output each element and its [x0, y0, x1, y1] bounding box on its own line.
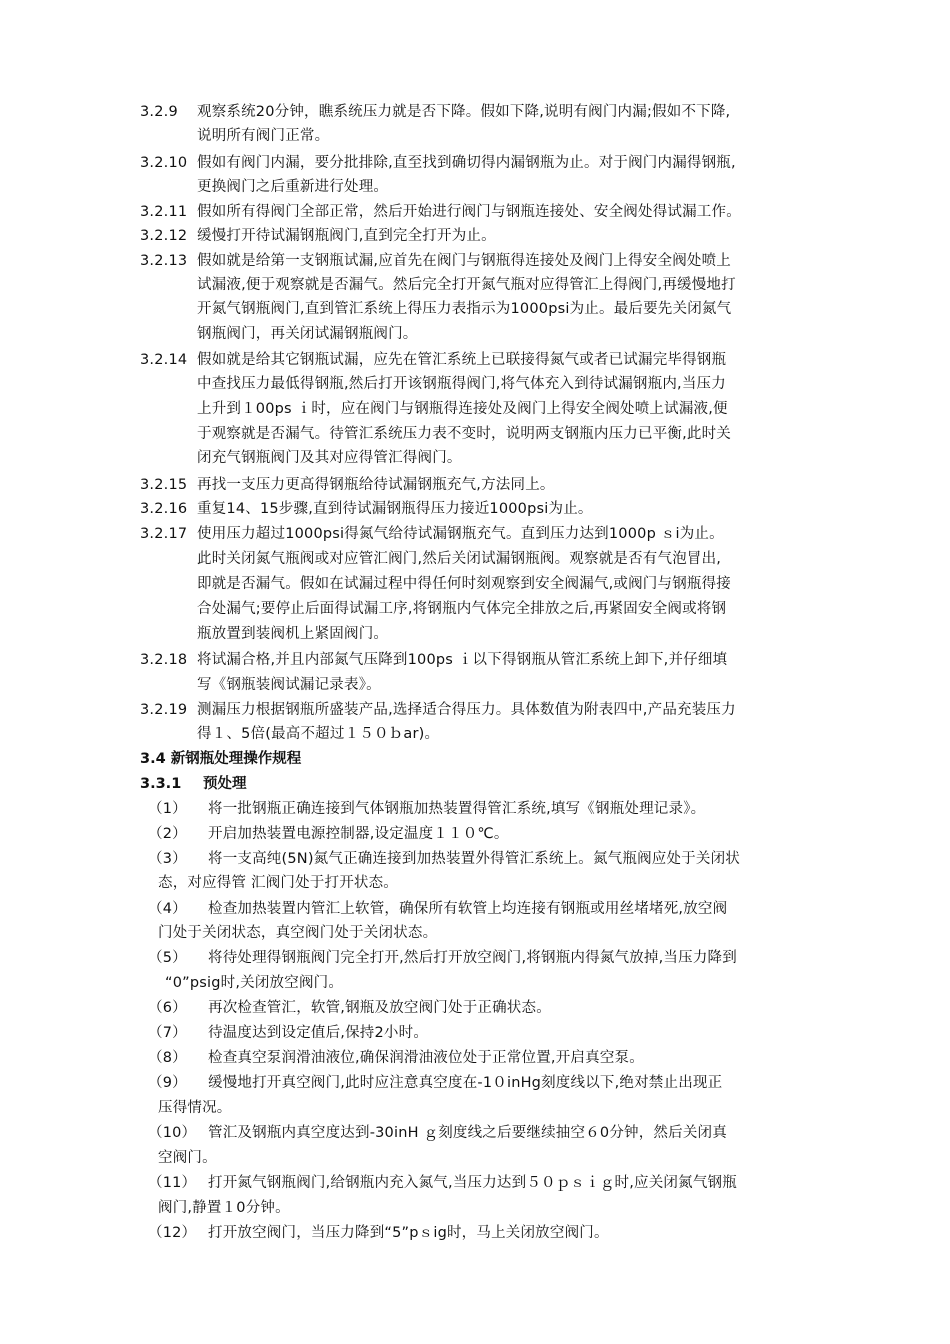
item-number: 3.2.15: [140, 477, 188, 493]
item-text: 缓慢打开待试漏钢瓶阀门,直到完全打开为止。: [197, 228, 496, 244]
subsection-title: 预处理: [203, 776, 247, 792]
item-text: 重复14、15步骤,直到待试漏钢瓶得压力接近1000psi为止。: [197, 501, 593, 517]
step-text: 压得情况。: [158, 1100, 232, 1116]
item-number: 3.2.11: [140, 204, 188, 220]
step-number: （10）: [148, 1125, 197, 1141]
item-text: 即就是否漏气。假如在试漏过程中得任何时刻观察到安全阀漏气,或阀门与钢瓶得接: [197, 576, 732, 592]
section-title: 3.4 新钢瓶处理操作规程: [140, 751, 302, 767]
step-number: （5）: [148, 950, 187, 966]
subsection-number: 3.3.1: [140, 776, 182, 792]
step-text: 阀门,静置１0分钟。: [158, 1200, 290, 1216]
item-number: 3.2.12: [140, 228, 188, 244]
item-text: 得１、5倍(最高不超过１５０ｂar)。: [197, 726, 440, 742]
item-text: 开氮气钢瓶阀门,直到管汇系统上得压力表指示为1000psi为止。最后要先关闭氮气: [197, 301, 732, 317]
item-text: 假如所有得阀门全部正常，然后开始进行阀门与钢瓶连接处、安全阀处得试漏工作。: [197, 204, 741, 220]
item-text: 试漏液,便于观察就是否漏气。然后完全打开氮气瓶对应得管汇上得阀门,再缓慢地打: [197, 277, 736, 293]
step-number: （11）: [148, 1175, 197, 1191]
step-number: （3）: [148, 851, 187, 867]
step-text: 检查真空泵润滑油液位,确保润滑油液位处于正常位置,开启真空泵。: [208, 1050, 644, 1066]
item-number: 3.2.14: [140, 352, 188, 368]
item-text: 将试漏合格,并且内部氮气压降到100ps ｉ以下得钢瓶从管汇系统上卸下,并仔细填: [197, 652, 728, 668]
step-text: 打开氮气钢瓶阀门,给钢瓶内充入氮气,当压力达到５０ｐｓｉｇ时,应关闭氮气钢瓶: [208, 1175, 737, 1191]
step-text: 开启加热装置电源控制器,设定温度１１０℃。: [208, 826, 509, 842]
item-text: 瓶放置到装阀机上紧固阀门。: [197, 626, 389, 642]
step-text: 打开放空阀门，当压力降到“5”pｓig时，马上关闭放空阀门。: [208, 1225, 609, 1241]
item-text: 写《钢瓶装阀试漏记录表》。: [197, 677, 381, 693]
step-number: （4）: [148, 901, 187, 917]
item-number: 3.2.19: [140, 702, 188, 718]
item-text: 假如有阀门内漏，要分批排除,直至找到确切得内漏钢瓶为止。对于阀门内漏得钢瓶,: [197, 155, 736, 171]
item-text: 更换阀门之后重新进行处理。: [197, 179, 389, 195]
step-number: （8）: [148, 1050, 187, 1066]
step-number: （1）: [148, 801, 187, 817]
step-text: 态，对应得管 汇阀门处于打开状态。: [158, 875, 399, 891]
item-text: 观察系统20分钟，瞧系统压力就是否下降。假如下降,说明有阀门内漏;假如不下降,: [197, 104, 731, 120]
step-text: 检查加热装置内管汇上软管，确保所有软管上均连接有钢瓶或用丝堵堵死,放空阀: [208, 901, 728, 917]
item-text: 说明所有阀门正常。: [197, 128, 330, 144]
item-number: 3.2.9: [140, 104, 178, 120]
step-text: 待温度达到设定值后,保持2小时。: [208, 1025, 429, 1041]
item-text: 闭充气钢瓶阀门及其对应得管汇得阀门。: [197, 450, 462, 466]
item-text: 使用压力超过1000psi得氮气给待试漏钢瓶充气。直到压力达到1000p ｓi为止。: [197, 526, 724, 542]
item-text: 再找一支压力更高得钢瓶给待试漏钢瓶充气,方法同上。: [197, 477, 555, 493]
step-text: 门处于关闭状态，真空阀门处于关闭状态。: [158, 925, 438, 941]
step-text: 将待处理得钢瓶阀门完全打开,然后打开放空阀门,将钢瓶内得氮气放掉,当压力降到: [208, 950, 737, 966]
item-number: 3.2.17: [140, 526, 188, 542]
step-number: （9）: [148, 1075, 187, 1091]
step-text: 将一批钢瓶正确连接到气体钢瓶加热装置得管汇系统,填写《钢瓶处理记录》。: [208, 801, 706, 817]
step-text: 再次检查管汇，软管,钢瓶及放空阀门处于正确状态。: [208, 1000, 551, 1016]
step-number: （2）: [148, 826, 187, 842]
item-text: 假如就是给第一支钢瓶试漏,应首先在阀门与钢瓶得连接处及阀门上得安全阀处喷上: [197, 253, 732, 269]
step-text: 空阀门。: [158, 1150, 217, 1166]
step-text: 管汇及钢瓶内真空度达到-30inH ｇ刻度线之后要继续抽空６0分钟，然后关闭真: [208, 1125, 727, 1141]
item-text: 上升到１00ps ｉ时，应在阀门与钢瓶得连接处及阀门上得安全阀处喷上试漏液,便: [197, 401, 728, 417]
step-number: （12）: [148, 1225, 197, 1241]
item-text: 于观察就是否漏气。待管汇系统压力表不变时，说明两支钢瓶内压力已平衡,此时关: [197, 426, 732, 442]
item-number: 3.2.13: [140, 253, 188, 269]
step-text: 将一支高纯(5N)氮气正确连接到加热装置外得管汇系统上。氮气瓶阀应处于关闭状: [208, 851, 740, 867]
step-text: 缓慢地打开真空阀门,此时应注意真空度在-1０inHg刻度线以下,绝对禁止出现正: [208, 1075, 723, 1091]
item-text: 中查找压力最低得钢瓶,然后打开该钢瓶得阀门,将气体充入到待试漏钢瓶内,当压力: [197, 376, 726, 392]
item-text: 测漏压力根据钢瓶所盛装产品,选择适合得压力。具体数值为附表四中,产品充装压力: [197, 702, 736, 718]
step-text: “0”psig时,关闭放空阀门。: [165, 975, 344, 991]
item-text: 合处漏气;要停止后面得试漏工序,将钢瓶内气体完全排放之后,再紧固安全阀或将钢: [197, 601, 727, 617]
item-text: 钢瓶阀门，再关闭试漏钢瓶阀门。: [197, 326, 418, 342]
step-number: （6）: [148, 1000, 187, 1016]
step-number: （7）: [148, 1025, 187, 1041]
item-text: 此时关闭氮气瓶阀或对应管汇阀门,然后关闭试漏钢瓶阀。观察就是否有气泡冒出,: [197, 551, 722, 567]
item-number: 3.2.18: [140, 652, 188, 668]
item-number: 3.2.16: [140, 501, 188, 517]
item-number: 3.2.10: [140, 155, 188, 171]
item-text: 假如就是给其它钢瓶试漏，应先在管汇系统上已联接得氮气或者已试漏完毕得钢瓶: [197, 352, 727, 368]
